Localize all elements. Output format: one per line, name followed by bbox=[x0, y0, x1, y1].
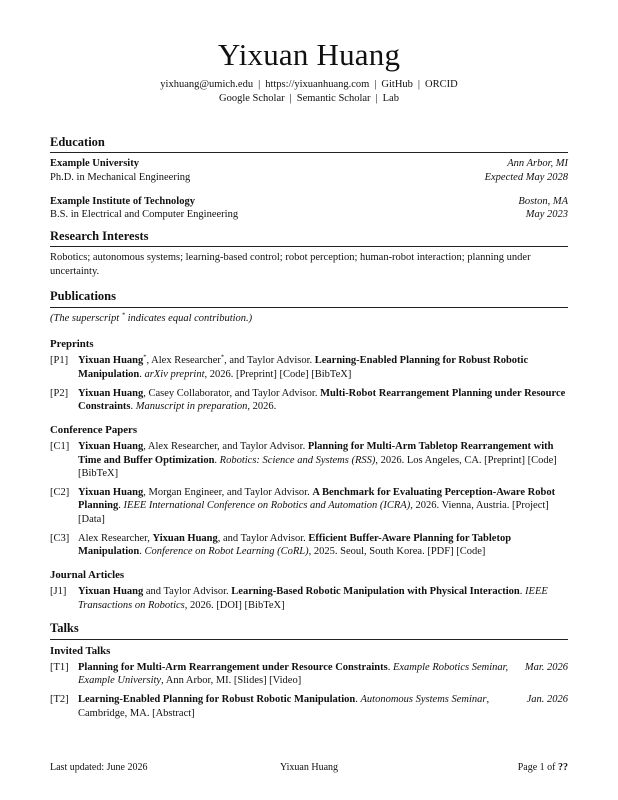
semantic-scholar-link[interactable]: Semantic Scholar bbox=[296, 93, 371, 104]
google-scholar-link[interactable]: Google Scholar bbox=[219, 93, 285, 104]
school-name: Example Institute of Technology bbox=[50, 195, 195, 207]
talks-heading: Talks bbox=[50, 620, 568, 639]
talk-item: [T2] Learning-Enabled Planning for Robust Robotic Manipulation. Autonomous Systems Seminar, Cambridge, MA. [Abstract] Jan. 2026 bbox=[50, 693, 568, 719]
last-updated: Last updated: June 2026 bbox=[50, 762, 148, 773]
cv-page bbox=[50, 38, 568, 725]
orcid-link[interactable]: ORCID bbox=[425, 79, 458, 90]
contact-line-2: Google Scholar | Semantic Scholar | Lab bbox=[219, 93, 399, 104]
footer-name: Yixuan Huang bbox=[279, 762, 339, 773]
publication-links[interactable]: , 2025. Seoul, South Korea. [PDF] [Code] bbox=[308, 546, 486, 558]
preprints-heading: Preprints bbox=[50, 338, 94, 351]
education-heading: Education bbox=[50, 134, 568, 153]
page-title: Yixuan Huang bbox=[217, 37, 401, 72]
equal-contribution-note: (The superscript * indicates equal contribution.) bbox=[50, 311, 253, 324]
publication-item: [P1] Yixuan Huang*, Alex Researcher*, and Taylor Advisor. Learning-Enabled Planning for Robust Robotic Manipulation. arXiv preprint, 2026. [Preprint] [Code] [BibTeX] bbox=[50, 353, 529, 380]
publication-item: [C2] Yixuan Huang, Morgan Engineer, and Taylor Advisor. A Benchmark for Evaluating Perception-Aware Robot Planning. IEEE International Conference on Robotics and Automation (ICRA), 2026. Vienna, Austria. [Project] [Data] bbox=[50, 486, 556, 526]
degree-date: May 2023 bbox=[525, 209, 568, 221]
lab-link[interactable]: Lab bbox=[382, 93, 399, 104]
publications-heading: Publications bbox=[50, 288, 568, 307]
page-number: Page 1 of ?? bbox=[517, 762, 568, 773]
degree-date: Expected May 2028 bbox=[484, 171, 568, 183]
publication-links[interactable]: , 2026. [DOI] [BibTeX] bbox=[184, 599, 285, 611]
website-link[interactable]: https://yixuanhuang.com bbox=[265, 79, 370, 90]
degree: B.S. in Electrical and Computer Engineering bbox=[50, 209, 239, 221]
research-text: Robotics; autonomous systems; learning-based control; robot perception; human-robot interaction; planning under uncertainty. bbox=[50, 252, 531, 277]
page-footer bbox=[50, 761, 568, 774]
publication-item: [J1] Yixuan Huang and Taylor Advisor. Learning-Based Robotic Manipulation with Physical Interaction. IEEE Transactions on Robotics, 2026. [DOI] [BibTeX] bbox=[50, 586, 548, 611]
invited-talks-heading: Invited Talks bbox=[50, 644, 111, 657]
publication-links[interactable]: , 2026. Vienna, Austria. [Project] [Data] bbox=[78, 500, 549, 526]
talk-links[interactable]: , Cambridge, MA. [Abstract] bbox=[78, 693, 490, 719]
email-link[interactable]: yixhuang@umich.edu bbox=[160, 79, 254, 90]
publication-links[interactable]: , 2026. [Preprint] [Code] [BibTeX] bbox=[204, 368, 352, 380]
school-name: Example University bbox=[50, 158, 139, 170]
talk-item: [T1] Planning for Multi-Arm Rearrangement under Resource Constraints. Example Robotics Seminar, Example University, Ann Arbor, MI. [Slides] [Video] Mar. 2026 bbox=[50, 661, 568, 687]
talk-links[interactable]: , Ann Arbor, MI. [Slides] [Video] bbox=[161, 675, 302, 687]
degree: Ph.D. in Mechanical Engineering bbox=[50, 171, 191, 183]
talk-date: Jan. 2026 bbox=[526, 693, 568, 705]
education-entry bbox=[50, 195, 568, 222]
github-link[interactable]: GitHub bbox=[381, 79, 413, 90]
publication-item: [C1] Yixuan Huang, Alex Researcher, and Taylor Advisor. Planning for Multi-Arm Tabletop Rearrangement with Time and Buffer Optimization. Robotics: Science and Systems (RSS), 2026. Los Angeles, CA. [Preprint] [Code] [BibTeX] bbox=[50, 440, 557, 480]
journal-heading: Journal Articles bbox=[50, 568, 125, 581]
contact-line-1: yixhuang@umich.edu | https://yixuanhuang.com | GitHub | ORCID bbox=[160, 79, 458, 90]
school-location: Boston, MA bbox=[518, 195, 568, 207]
publication-item: [C3] Alex Researcher, Yixuan Huang, and Taylor Advisor. Efficient Buffer-Aware Planning for Tabletop Manipulation. Conference on Robot Learning (CoRL), 2025. Seoul, South Korea. [PDF] [Code] bbox=[50, 532, 512, 558]
research-heading: Research Interests bbox=[50, 228, 568, 247]
publication-item: [P2] Yixuan Huang, Casey Collaborator, and Taylor Advisor. Multi-Robot Rearrangement Planning under Resource Constraints. Manuscript in preparation, 2026. bbox=[50, 387, 566, 413]
school-location: Ann Arbor, MI bbox=[507, 158, 568, 170]
publication-links[interactable]: , 2026. Los Angeles, CA. [Preprint] [Code] [BibTeX] bbox=[78, 454, 557, 480]
talk-date: Mar. 2026 bbox=[524, 661, 568, 673]
conference-heading: Conference Papers bbox=[50, 423, 138, 436]
education-entry bbox=[50, 157, 568, 184]
